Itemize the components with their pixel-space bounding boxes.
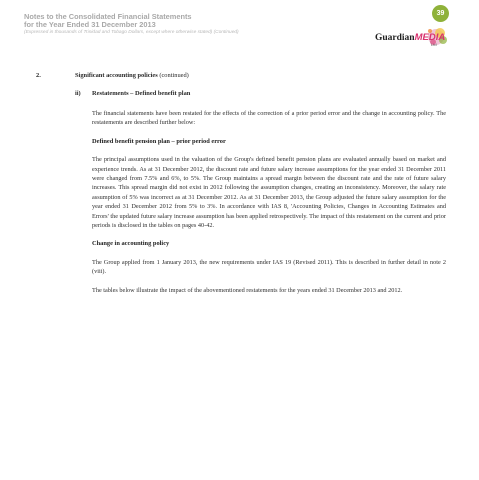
subsection-number: ii) <box>75 90 81 97</box>
paragraph-intro: The financial statements have been restated for the effects of the correction of a prior period error and the change in accounting policy. The restatements are described further below: <box>92 110 446 127</box>
body-text <box>92 109 446 295</box>
page-number-badge: 39 <box>432 5 449 22</box>
section-title: Significant accounting policies (continued) <box>75 72 189 79</box>
header-period: for the Year Ended 31 December 2013 <box>24 20 156 29</box>
section-number: 2. <box>36 72 41 79</box>
header-note: (Expressed in thousands of Trinidad and Tobago Dollars, except where otherwise stated) (Continued) <box>24 30 239 35</box>
heading-prior-period-error: Defined benefit pension plan – prior period error <box>92 137 226 145</box>
subsection-title: Restatements – Defined benefit plan <box>92 90 191 97</box>
paragraph-tables-intro: The tables below illustrate the impact of the abovementioned restatements for the years ended 31 December 2013 and 2012. <box>92 286 403 294</box>
paragraph-ias19: The Group applied from 1 January 2013, the new requirements under IAS 19 (Revised 2011). This is described in further detail in note 2 (viii). <box>92 258 446 276</box>
header-title: Notes to the Consolidated Financial Statements <box>24 12 192 21</box>
heading-policy-change: Change in accounting policy <box>92 240 170 248</box>
company-logo <box>370 22 450 52</box>
page-header <box>24 13 324 36</box>
paragraph-pension-assumptions: The principal assumptions used in the valuation of the Group's defined benefit pension plans are evaluated annually based on market and experience trends. As at 31 December 2012, the discount rate and future salary increase assumptions for the year ended 31 December 2011 were changed from 7.5% and 6%, to 5%. The Group maintains a spread margin between the discount rate and the rate of future salary increases. This spread margin did not exist in 2012 following the assumption changes, creating an inconsistency. Moreover, the salary rate assumption of 5% was incorrect as at 31 December 2012. As at 31 December 2013, the Group adjusted the future salary assumption for the year ended 31 December 2012 from 5% to 3%. In accordance with IAS 8, 'Accounting Policies, Changes in Accounting Estimates and Errors' the updated future salary increase assumption has been applied retrospectively. The impact of this restatement on the current and prior periods is disclosed in the tables on pages 40-42. <box>92 156 446 230</box>
logo-suffix: Ltd <box>431 42 437 47</box>
logo-text: GuardianMEDIA <box>375 32 446 43</box>
